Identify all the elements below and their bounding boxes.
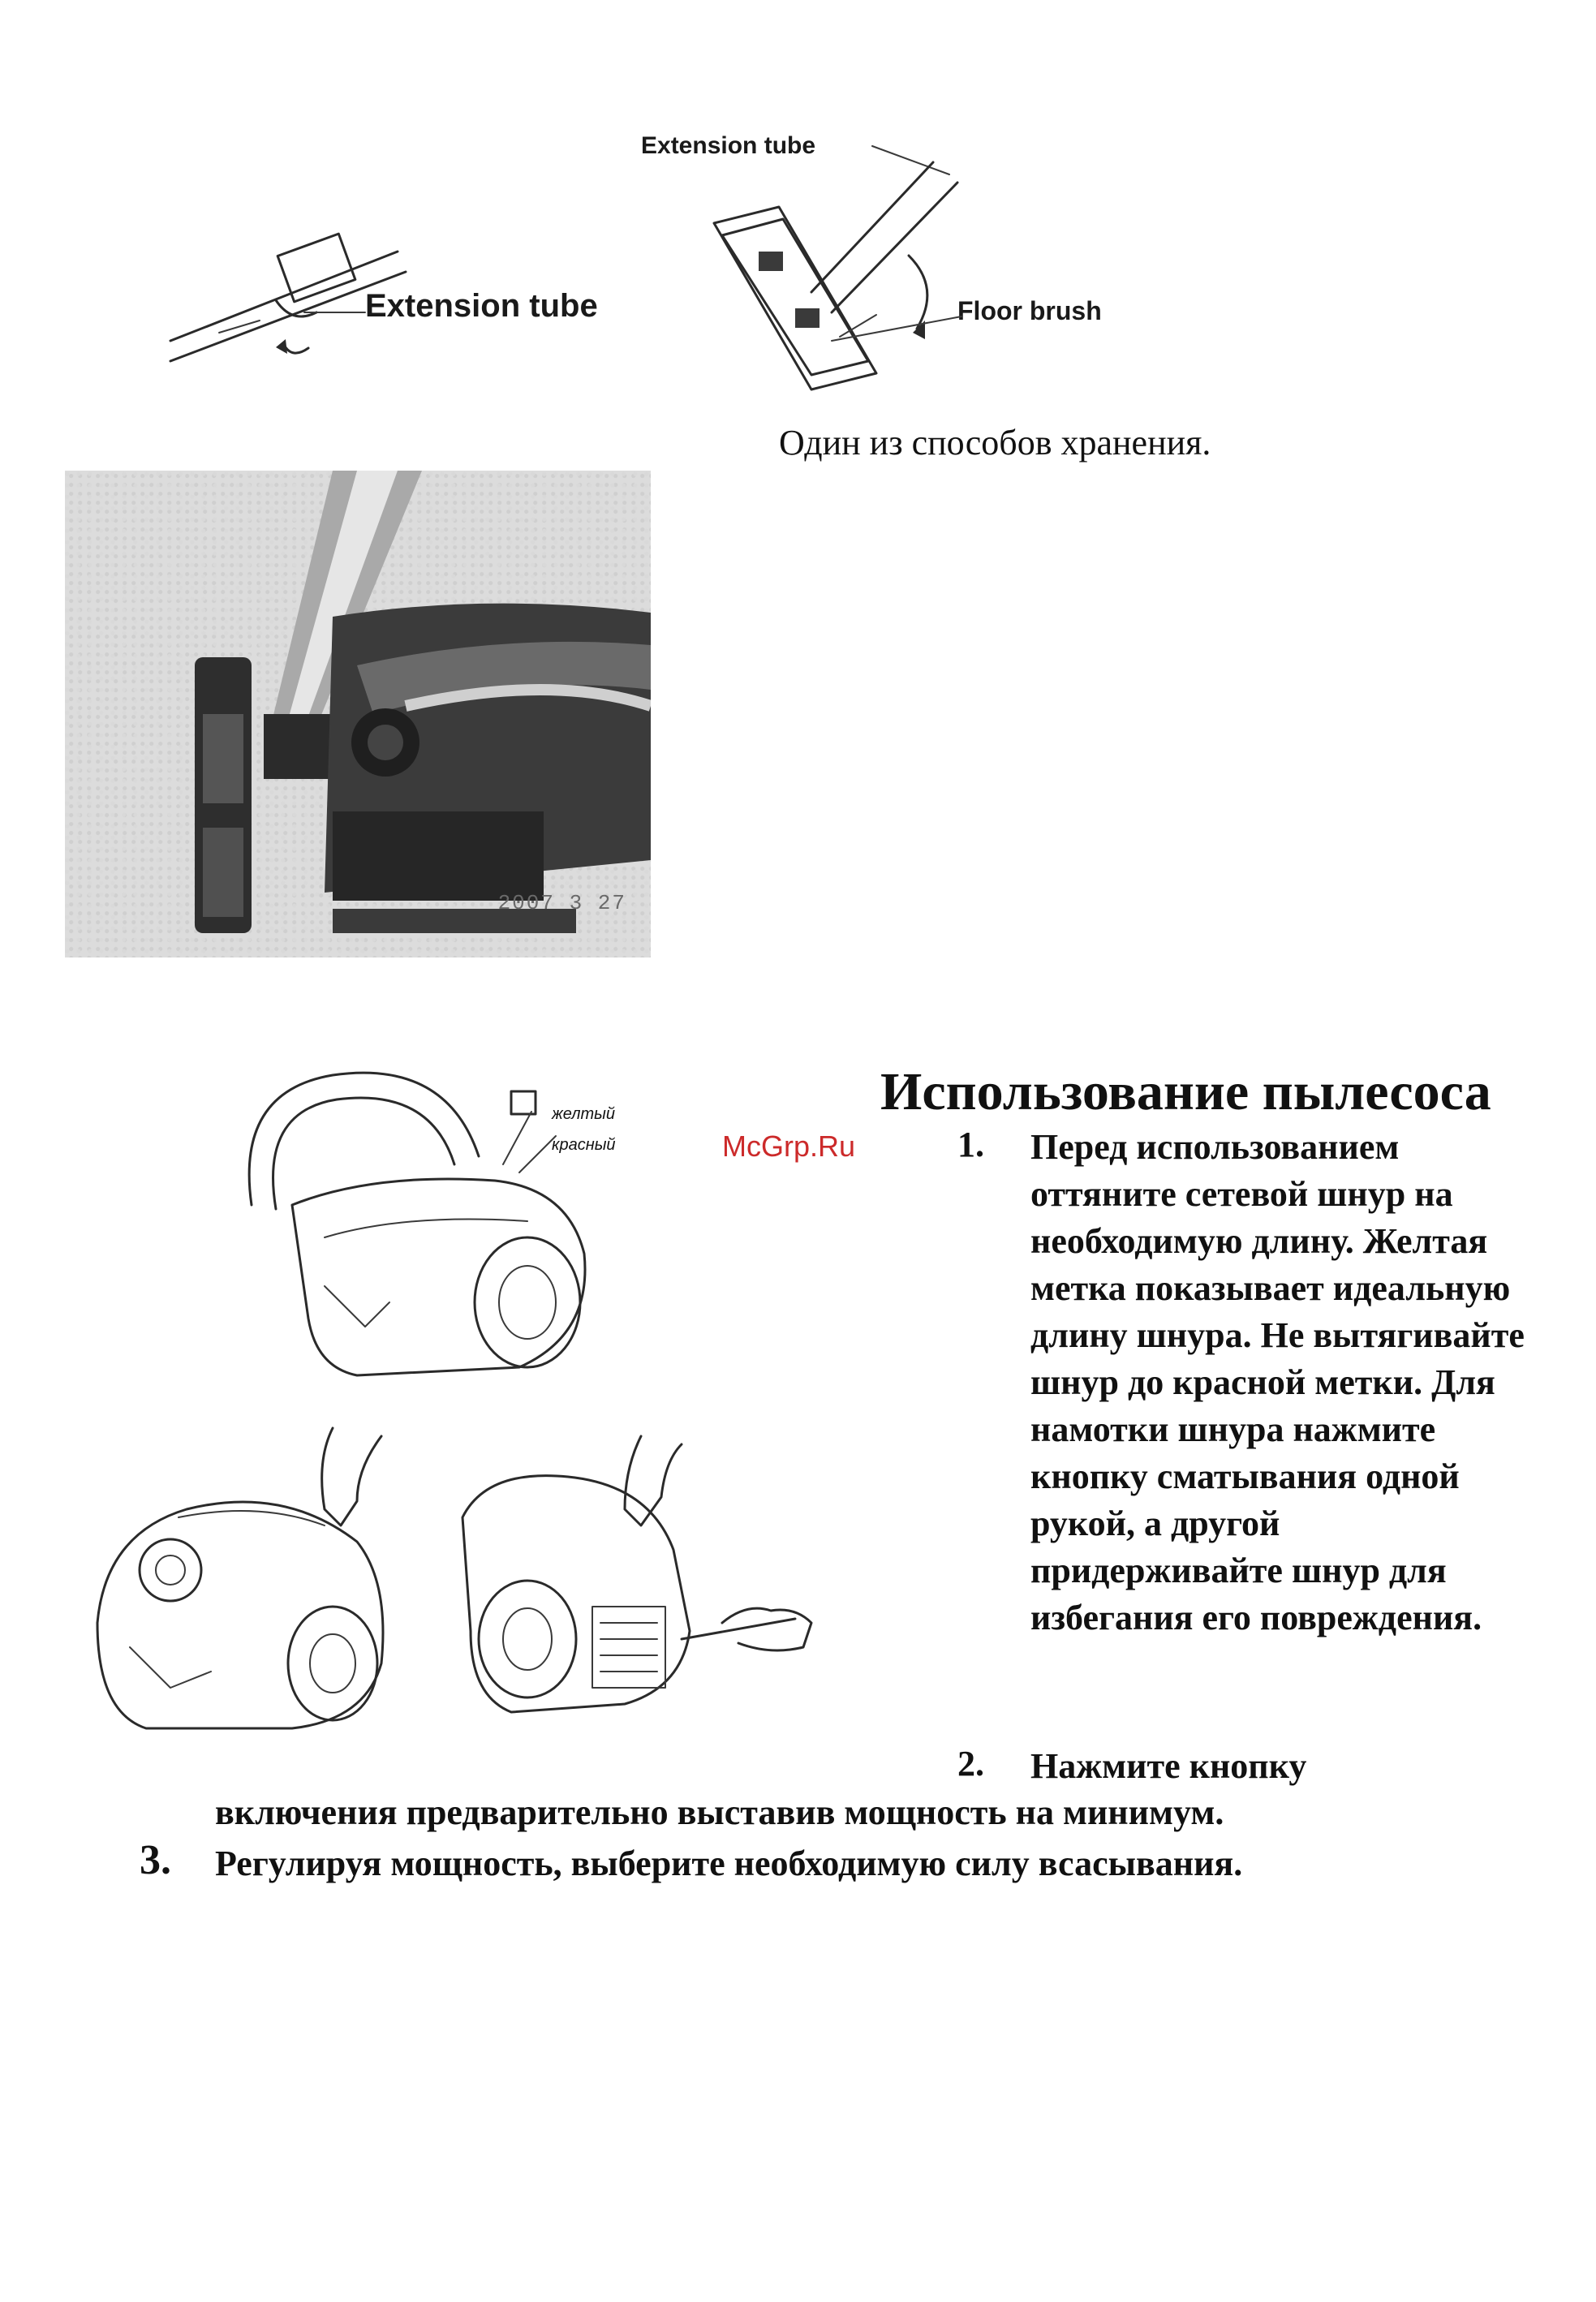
floor-brush-pointer <box>828 312 966 345</box>
extension-tube-label-left: Extension tube <box>365 288 598 324</box>
step1-number: 1. <box>957 1125 984 1164</box>
pointer-line-left <box>304 304 369 321</box>
step2-continuation: включения предварительно выставив мощность на минимум. <box>215 1792 1224 1832</box>
vacuum-button-illustration <box>81 1420 406 1745</box>
vacuum-cord-wind-illustration <box>438 1420 828 1728</box>
storage-photo <box>65 471 651 957</box>
vacuum-storage-illustration <box>65 471 651 957</box>
watermark: McGrp.Ru <box>722 1129 856 1163</box>
photo-date-stamp: 2007 3 27 <box>497 891 626 915</box>
section-title: Использование пылесоса <box>880 1062 1491 1121</box>
extension-tube-label-right: Extension tube <box>641 132 816 159</box>
storage-caption: Один из способов хранения. <box>779 423 1211 463</box>
step2-number: 2. <box>957 1744 984 1784</box>
step2-first-line: Нажмите кнопку <box>1030 1746 1307 1786</box>
cord-label-red: красный <box>552 1136 616 1154</box>
step3-number: 3. <box>140 1837 171 1883</box>
floor-brush-label: Floor brush <box>957 296 1102 325</box>
step3-text: Регулируя мощность, выберите необходимую силу всасывания. <box>215 1844 1243 1883</box>
cord-label-yellow: желтый <box>552 1105 615 1123</box>
step1-text: Перед использованием оттяните сетевой шнур на необходимую длину. Желтая метка показывает идеальную длину шнура. Не вытягивайте шнур до красной метки. Для намотки шнура нажмите кнопку сматывания одной рукой, а другой придерживайте шнур для избегания его повреждения. <box>1030 1127 1525 1637</box>
vacuum-cord-illustration <box>203 1043 690 1400</box>
floor-brush-diagram <box>682 138 1022 398</box>
